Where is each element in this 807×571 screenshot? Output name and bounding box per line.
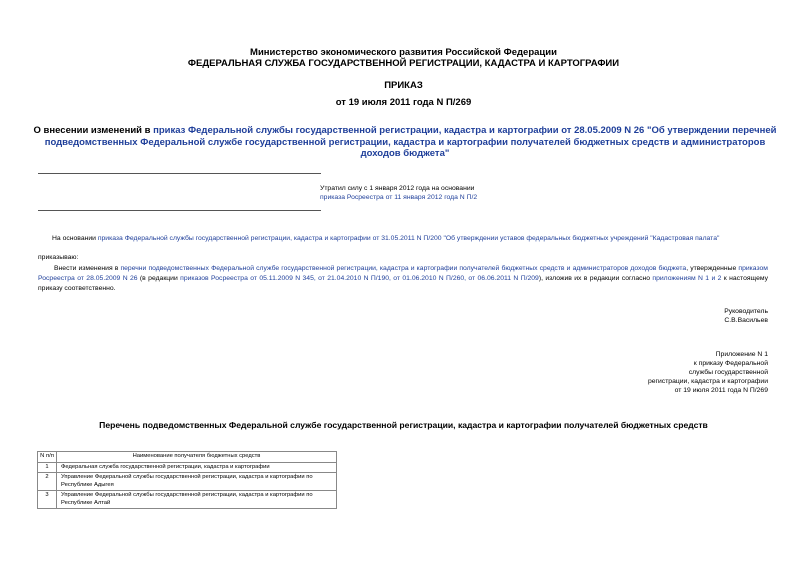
appendix-note	[520, 350, 768, 395]
expired-line-1: Утратил силу с 1 января 2012 года на основании	[320, 185, 475, 192]
recipients-table	[37, 451, 337, 509]
paragraph-text-4: ), изложив их в редакции согласно	[538, 275, 653, 282]
document-type: ПРИКАЗ	[384, 80, 423, 91]
order-26-link[interactable]: приказом Росреестра от 28.05.2009 N 26	[38, 265, 768, 282]
title-prefix: О внесении изменений в	[33, 125, 154, 136]
appendix-line-4: регистрации, кадастра и картографии	[647, 378, 768, 385]
expired-notice	[320, 184, 620, 202]
paragraph-text-2: , утвержденные	[686, 265, 739, 272]
basis-link[interactable]: приказа Федеральной службы государственной регистрации, кадастра и картографии от 31.05.2011 N П/200 "Об утверждении уставов федеральных бюджетных учреждений "Кадастровая палата"	[97, 235, 720, 242]
signature-name: С.В.Васильев	[724, 317, 768, 324]
table-row	[38, 462, 337, 473]
table-row	[38, 473, 337, 491]
divider-bottom	[38, 210, 321, 211]
paragraph-text-5: к настоящему приказу соответственно.	[38, 275, 768, 292]
signature-role: Руководитель	[724, 308, 768, 315]
table-row	[38, 491, 337, 509]
appendix-line-2: к приказу Федеральной	[693, 360, 768, 367]
title-order-link[interactable]: приказ Федеральной службы государственной регистрации, кадастра и картографии от 28.05.2009 N 26 "Об утверждении перечней подведомственных Федеральной службе государственной регистрации, кадастра и картографии получателей бюджетных средств и администраторов доходов бюджета"	[44, 125, 777, 159]
appendix-line-1: Приложение N 1	[715, 351, 768, 358]
expired-link[interactable]: приказа Росреестра от 11 января 2012 года N П/2	[320, 194, 478, 201]
document-date-number: от 19 июля 2011 года N П/269	[335, 97, 472, 108]
service-name: ФЕДЕРАЛЬНАЯ СЛУЖБА ГОСУДАРСТВЕННОЙ РЕГИСТРАЦИИ, КАДАСТРА И КАРТОГРАФИИ	[187, 58, 620, 69]
row-num: 3	[38, 491, 57, 509]
paragraph-text-1: Внести изменения в	[54, 265, 121, 272]
appendix-line-3: службы государственной	[688, 369, 768, 376]
list-title: Перечень подведомственных Федеральной службе государственной регистрации, кадастра и картографии получателей бюджетных средств	[99, 420, 708, 430]
main-paragraph	[38, 264, 768, 294]
row-num: 1	[38, 462, 57, 473]
lists-link[interactable]: перечни подведомственных Федеральной службе государственной регистрации, кадастра и картографии получателей бюджетных средств и администраторов доходов бюджета	[120, 265, 687, 272]
basis-prefix: На основании	[52, 235, 98, 242]
row-name: Федеральная служба государственной регистрации, кадастра и картографии	[57, 462, 337, 473]
header-name: Наименование получателя бюджетных средств	[57, 452, 337, 463]
table-header-row	[38, 452, 337, 463]
row-name: Управление Федеральной службы государственной регистрации, кадастра и картографии по Республике Адыгея	[57, 473, 337, 491]
signature-block	[560, 307, 768, 325]
appendices-link[interactable]: приложениям N 1 и 2	[652, 275, 722, 282]
amending-orders-link[interactable]: приказов Росреестра от 05.11.2009 N 345, от 21.04.2010 N П/190, от 01.06.2010 N П/260, от 06.06.2011 N П/209	[180, 275, 539, 282]
divider-top	[38, 173, 321, 174]
header-num: N п/п	[38, 452, 57, 463]
row-num: 2	[38, 473, 57, 491]
document-title	[30, 125, 780, 160]
ministry-name: Министерство экономического развития Российской Федерации	[250, 47, 557, 58]
basis-paragraph	[52, 234, 772, 243]
order-word: приказываю:	[38, 254, 79, 261]
appendix-line-5: от 19 июля 2011 года N П/269	[674, 387, 768, 394]
paragraph-text-3: (в редакции	[137, 275, 181, 282]
row-name: Управление Федеральной службы государственной регистрации, кадастра и картографии по Республике Алтай	[57, 491, 337, 509]
